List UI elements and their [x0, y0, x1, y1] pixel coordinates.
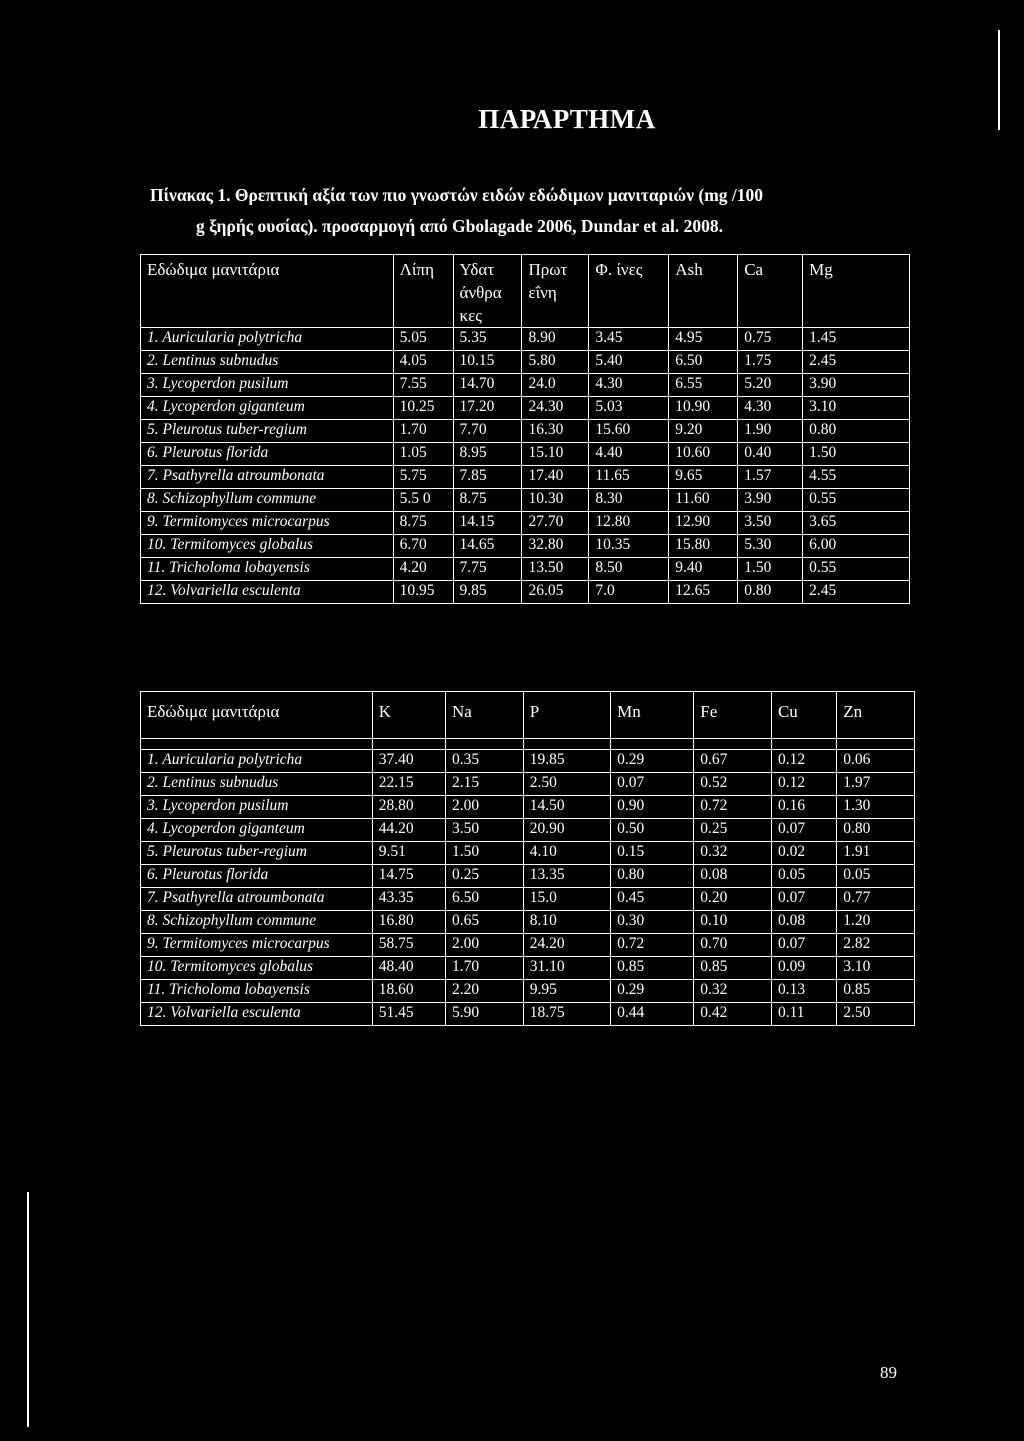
value-cell: 4.05	[393, 351, 453, 374]
value-cell: 0.65	[445, 911, 523, 934]
value-cell: 0.08	[694, 865, 772, 888]
value-cell: 0.90	[611, 796, 694, 819]
value-cell: 7.75	[453, 558, 522, 581]
value-cell: 0.25	[445, 865, 523, 888]
value-cell: 0.16	[771, 796, 836, 819]
value-cell: 0.45	[611, 888, 694, 911]
value-cell: 8.90	[522, 328, 589, 351]
value-cell: 0.08	[771, 911, 836, 934]
value-cell: 18.75	[523, 1003, 610, 1026]
spacer-cell	[611, 739, 694, 750]
value-cell: 13.50	[522, 558, 589, 581]
nutrition-table-header-cell: Εδώδιμα μανιτάρια	[141, 255, 394, 328]
value-cell: 0.50	[611, 819, 694, 842]
value-cell: 0.32	[694, 842, 772, 865]
value-cell: 3.10	[803, 397, 910, 420]
value-cell: 0.07	[771, 934, 836, 957]
value-cell: 37.40	[372, 750, 445, 773]
spacer-cell	[372, 739, 445, 750]
value-cell: 10.15	[453, 351, 522, 374]
table-row	[141, 980, 915, 1003]
value-cell: 0.55	[803, 489, 910, 512]
value-cell: 0.67	[694, 750, 772, 773]
value-cell: 1.57	[738, 466, 803, 489]
species-name-cell: 12. Volvariella esculenta	[141, 581, 394, 604]
value-cell: 0.07	[771, 888, 836, 911]
value-cell: 9.51	[372, 842, 445, 865]
value-cell: 18.60	[372, 980, 445, 1003]
minerals-table-header-cell: Εδώδιμα μανιτάρια	[141, 692, 373, 739]
appendix-title: ΠΑΡΑΡΤΗΜΑ	[478, 104, 656, 134]
value-cell: 13.35	[523, 865, 610, 888]
spacer-cell	[837, 739, 915, 750]
value-cell: 15.60	[589, 420, 669, 443]
value-cell: 0.85	[694, 957, 772, 980]
value-cell: 2.20	[445, 980, 523, 1003]
value-cell: 17.20	[453, 397, 522, 420]
nutrition-table-header-cell: Ca	[738, 255, 803, 328]
caption-line-2: g ξηρής ουσίας). προσαρμογή από Gbolagade 2006, Dundar et al. 2008.	[196, 216, 723, 236]
minerals-table	[140, 691, 915, 1026]
value-cell: 2.15	[445, 773, 523, 796]
value-cell: 0.29	[611, 750, 694, 773]
species-name-cell: 3. Lycoperdon pusilum	[141, 374, 394, 397]
value-cell: 8.75	[393, 512, 453, 535]
value-cell: 5.05	[393, 328, 453, 351]
value-cell: 0.06	[837, 750, 915, 773]
value-cell: 7.85	[453, 466, 522, 489]
value-cell: 6.50	[445, 888, 523, 911]
value-cell: 7.55	[393, 374, 453, 397]
value-cell: 14.70	[453, 374, 522, 397]
species-name-cell: 11. Tricholoma lobayensis	[141, 980, 373, 1003]
value-cell: 28.80	[372, 796, 445, 819]
value-cell: 11.65	[589, 466, 669, 489]
table-row	[141, 535, 910, 558]
value-cell: 1.45	[803, 328, 910, 351]
value-cell: 1.30	[837, 796, 915, 819]
value-cell: 8.50	[589, 558, 669, 581]
spacer-cell	[141, 739, 373, 750]
value-cell: 10.60	[669, 443, 738, 466]
value-cell: 6.55	[669, 374, 738, 397]
value-cell: 0.80	[738, 581, 803, 604]
species-name-cell: 1. Auricularia polytricha	[141, 750, 373, 773]
species-name-cell: 11. Tricholoma lobayensis	[141, 558, 394, 581]
value-cell: 0.70	[694, 934, 772, 957]
value-cell: 0.42	[694, 1003, 772, 1026]
value-cell: 10.95	[393, 581, 453, 604]
value-cell: 14.50	[523, 796, 610, 819]
minerals-table-header-cell: Cu	[771, 692, 836, 739]
nutrition-table-header-cell: Πρωτ εΐνη	[522, 255, 589, 328]
value-cell: 5.30	[738, 535, 803, 558]
species-name-cell: 7. Psathyrella atroumbonata	[141, 466, 394, 489]
value-cell: 3.50	[738, 512, 803, 535]
value-cell: 9.95	[523, 980, 610, 1003]
table-row	[141, 842, 915, 865]
table-row	[141, 581, 910, 604]
species-name-cell: 10. Termitomyces globalus	[141, 535, 394, 558]
table-caption	[150, 180, 910, 242]
value-cell: 1.50	[803, 443, 910, 466]
value-cell: 3.50	[445, 819, 523, 842]
value-cell: 6.00	[803, 535, 910, 558]
value-cell: 7.70	[453, 420, 522, 443]
caption-line-1: Πίνακας 1. Θρεπτική αξία των πιο γνωστών ειδών εδώδιμων μανιταριών (mg /100	[150, 185, 764, 205]
value-cell: 0.25	[694, 819, 772, 842]
value-cell: 0.07	[771, 819, 836, 842]
scan-edge-line-bottom-left	[27, 1192, 29, 1427]
species-name-cell: 5. Pleurotus tuber-regium	[141, 842, 373, 865]
species-name-cell: 12. Volvariella esculenta	[141, 1003, 373, 1026]
value-cell: 10.35	[589, 535, 669, 558]
value-cell: 1.91	[837, 842, 915, 865]
value-cell: 0.85	[837, 980, 915, 1003]
value-cell: 6.70	[393, 535, 453, 558]
minerals-table-header-cell: K	[372, 692, 445, 739]
table-row	[141, 934, 915, 957]
spacer-cell	[523, 739, 610, 750]
nutrition-table	[140, 254, 910, 604]
table-row	[141, 466, 910, 489]
value-cell: 3.45	[589, 328, 669, 351]
value-cell: 15.80	[669, 535, 738, 558]
value-cell: 0.85	[611, 957, 694, 980]
value-cell: 4.10	[523, 842, 610, 865]
table-row	[141, 328, 910, 351]
value-cell: 0.72	[694, 796, 772, 819]
value-cell: 0.12	[771, 750, 836, 773]
table-row	[141, 819, 915, 842]
value-cell: 0.80	[611, 865, 694, 888]
species-name-cell: 3. Lycoperdon pusilum	[141, 796, 373, 819]
minerals-table-header-cell: P	[523, 692, 610, 739]
value-cell: 1.97	[837, 773, 915, 796]
table-row	[141, 957, 915, 980]
species-name-cell: 8. Schizophyllum commune	[141, 489, 394, 512]
value-cell: 24.20	[523, 934, 610, 957]
spacer-cell	[771, 739, 836, 750]
value-cell: 48.40	[372, 957, 445, 980]
value-cell: 3.10	[837, 957, 915, 980]
value-cell: 4.40	[589, 443, 669, 466]
value-cell: 0.80	[837, 819, 915, 842]
value-cell: 0.30	[611, 911, 694, 934]
value-cell: 9.40	[669, 558, 738, 581]
value-cell: 10.30	[522, 489, 589, 512]
value-cell: 27.70	[522, 512, 589, 535]
value-cell: 1.70	[445, 957, 523, 980]
value-cell: 0.44	[611, 1003, 694, 1026]
value-cell: 0.80	[803, 420, 910, 443]
minerals-table-spacer-row	[141, 739, 915, 750]
value-cell: 16.30	[522, 420, 589, 443]
value-cell: 2.82	[837, 934, 915, 957]
value-cell: 1.90	[738, 420, 803, 443]
value-cell: 0.52	[694, 773, 772, 796]
page-number: 89	[880, 1363, 897, 1382]
value-cell: 5.75	[393, 466, 453, 489]
value-cell: 11.60	[669, 489, 738, 512]
value-cell: 16.80	[372, 911, 445, 934]
species-name-cell: 4. Lycoperdon giganteum	[141, 819, 373, 842]
value-cell: 22.15	[372, 773, 445, 796]
value-cell: 2.00	[445, 796, 523, 819]
value-cell: 0.75	[738, 328, 803, 351]
value-cell: 20.90	[523, 819, 610, 842]
table-row	[141, 865, 915, 888]
value-cell: 10.25	[393, 397, 453, 420]
value-cell: 0.09	[771, 957, 836, 980]
value-cell: 4.95	[669, 328, 738, 351]
species-name-cell: 6. Pleurotus florida	[141, 443, 394, 466]
table-row	[141, 1003, 915, 1026]
value-cell: 5.03	[589, 397, 669, 420]
value-cell: 31.10	[523, 957, 610, 980]
value-cell: 6.50	[669, 351, 738, 374]
value-cell: 51.45	[372, 1003, 445, 1026]
value-cell: 4.30	[589, 374, 669, 397]
species-name-cell: 2. Lentinus subnudus	[141, 773, 373, 796]
species-name-cell: 6. Pleurotus florida	[141, 865, 373, 888]
minerals-table-header-cell: Fe	[694, 692, 772, 739]
species-name-cell: 10. Termitomyces globalus	[141, 957, 373, 980]
value-cell: 8.10	[523, 911, 610, 934]
value-cell: 0.77	[837, 888, 915, 911]
value-cell: 4.55	[803, 466, 910, 489]
value-cell: 4.20	[393, 558, 453, 581]
value-cell: 0.11	[771, 1003, 836, 1026]
nutrition-table-header-cell: Mg	[803, 255, 910, 328]
species-name-cell: 4. Lycoperdon giganteum	[141, 397, 394, 420]
table-row	[141, 420, 910, 443]
value-cell: 14.15	[453, 512, 522, 535]
value-cell: 0.13	[771, 980, 836, 1003]
table-row	[141, 888, 915, 911]
table-row	[141, 489, 910, 512]
minerals-table-header-row	[141, 692, 915, 739]
nutrition-table-header-cell: Υδατ άνθρα κες	[453, 255, 522, 328]
value-cell: 1.70	[393, 420, 453, 443]
table-row	[141, 443, 910, 466]
spacer-cell	[694, 739, 772, 750]
table-row	[141, 911, 915, 934]
species-name-cell: 1. Auricularia polytricha	[141, 328, 394, 351]
value-cell: 1.05	[393, 443, 453, 466]
value-cell: 1.50	[445, 842, 523, 865]
species-name-cell: 2. Lentinus subnudus	[141, 351, 394, 374]
value-cell: 14.65	[453, 535, 522, 558]
value-cell: 5.90	[445, 1003, 523, 1026]
value-cell: 5.80	[522, 351, 589, 374]
value-cell: 0.05	[771, 865, 836, 888]
value-cell: 0.35	[445, 750, 523, 773]
species-name-cell: 8. Schizophyllum commune	[141, 911, 373, 934]
value-cell: 2.45	[803, 351, 910, 374]
value-cell: 24.0	[522, 374, 589, 397]
value-cell: 3.90	[738, 489, 803, 512]
spacer-cell	[445, 739, 523, 750]
value-cell: 2.45	[803, 581, 910, 604]
minerals-table-header-cell: Zn	[837, 692, 915, 739]
value-cell: 12.65	[669, 581, 738, 604]
value-cell: 1.50	[738, 558, 803, 581]
species-name-cell: 5. Pleurotus tuber-regium	[141, 420, 394, 443]
minerals-table-header-cell: Na	[445, 692, 523, 739]
value-cell: 9.85	[453, 581, 522, 604]
nutrition-table-header-cell: Λίπη	[393, 255, 453, 328]
species-name-cell: 9. Termitomyces microcarpus	[141, 934, 373, 957]
table-row	[141, 374, 910, 397]
value-cell: 5.5 0	[393, 489, 453, 512]
value-cell: 44.20	[372, 819, 445, 842]
value-cell: 3.65	[803, 512, 910, 535]
table-row	[141, 512, 910, 535]
nutrition-table-header-cell: Ash	[669, 255, 738, 328]
value-cell: 1.75	[738, 351, 803, 374]
value-cell: 5.40	[589, 351, 669, 374]
value-cell: 8.30	[589, 489, 669, 512]
table-row	[141, 773, 915, 796]
value-cell: 14.75	[372, 865, 445, 888]
value-cell: 0.05	[837, 865, 915, 888]
value-cell: 4.30	[738, 397, 803, 420]
value-cell: 43.35	[372, 888, 445, 911]
value-cell: 0.12	[771, 773, 836, 796]
value-cell: 19.85	[523, 750, 610, 773]
value-cell: 24.30	[522, 397, 589, 420]
value-cell: 0.55	[803, 558, 910, 581]
value-cell: 0.20	[694, 888, 772, 911]
value-cell: 15.10	[522, 443, 589, 466]
value-cell: 8.75	[453, 489, 522, 512]
value-cell: 9.20	[669, 420, 738, 443]
value-cell: 5.35	[453, 328, 522, 351]
value-cell: 10.90	[669, 397, 738, 420]
species-name-cell: 9. Termitomyces microcarpus	[141, 512, 394, 535]
table-row	[141, 351, 910, 374]
minerals-table-header-cell: Mn	[611, 692, 694, 739]
value-cell: 5.20	[738, 374, 803, 397]
value-cell: 2.00	[445, 934, 523, 957]
value-cell: 26.05	[522, 581, 589, 604]
nutrition-table-header-cell: Φ. ίνες	[589, 255, 669, 328]
value-cell: 32.80	[522, 535, 589, 558]
value-cell: 17.40	[522, 466, 589, 489]
value-cell: 12.80	[589, 512, 669, 535]
value-cell: 15.0	[523, 888, 610, 911]
value-cell: 0.15	[611, 842, 694, 865]
value-cell: 9.65	[669, 466, 738, 489]
value-cell: 7.0	[589, 581, 669, 604]
nutrition-table-header-row	[141, 255, 910, 328]
value-cell: 58.75	[372, 934, 445, 957]
value-cell: 0.40	[738, 443, 803, 466]
value-cell: 3.90	[803, 374, 910, 397]
table-row	[141, 397, 910, 420]
table-row	[141, 750, 915, 773]
value-cell: 0.29	[611, 980, 694, 1003]
value-cell: 2.50	[837, 1003, 915, 1026]
value-cell: 12.90	[669, 512, 738, 535]
value-cell: 0.72	[611, 934, 694, 957]
value-cell: 2.50	[523, 773, 610, 796]
value-cell: 0.02	[771, 842, 836, 865]
table-row	[141, 796, 915, 819]
value-cell: 0.32	[694, 980, 772, 1003]
table-row	[141, 558, 910, 581]
value-cell: 0.07	[611, 773, 694, 796]
species-name-cell: 7. Psathyrella atroumbonata	[141, 888, 373, 911]
value-cell: 1.20	[837, 911, 915, 934]
value-cell: 0.10	[694, 911, 772, 934]
value-cell: 8.95	[453, 443, 522, 466]
